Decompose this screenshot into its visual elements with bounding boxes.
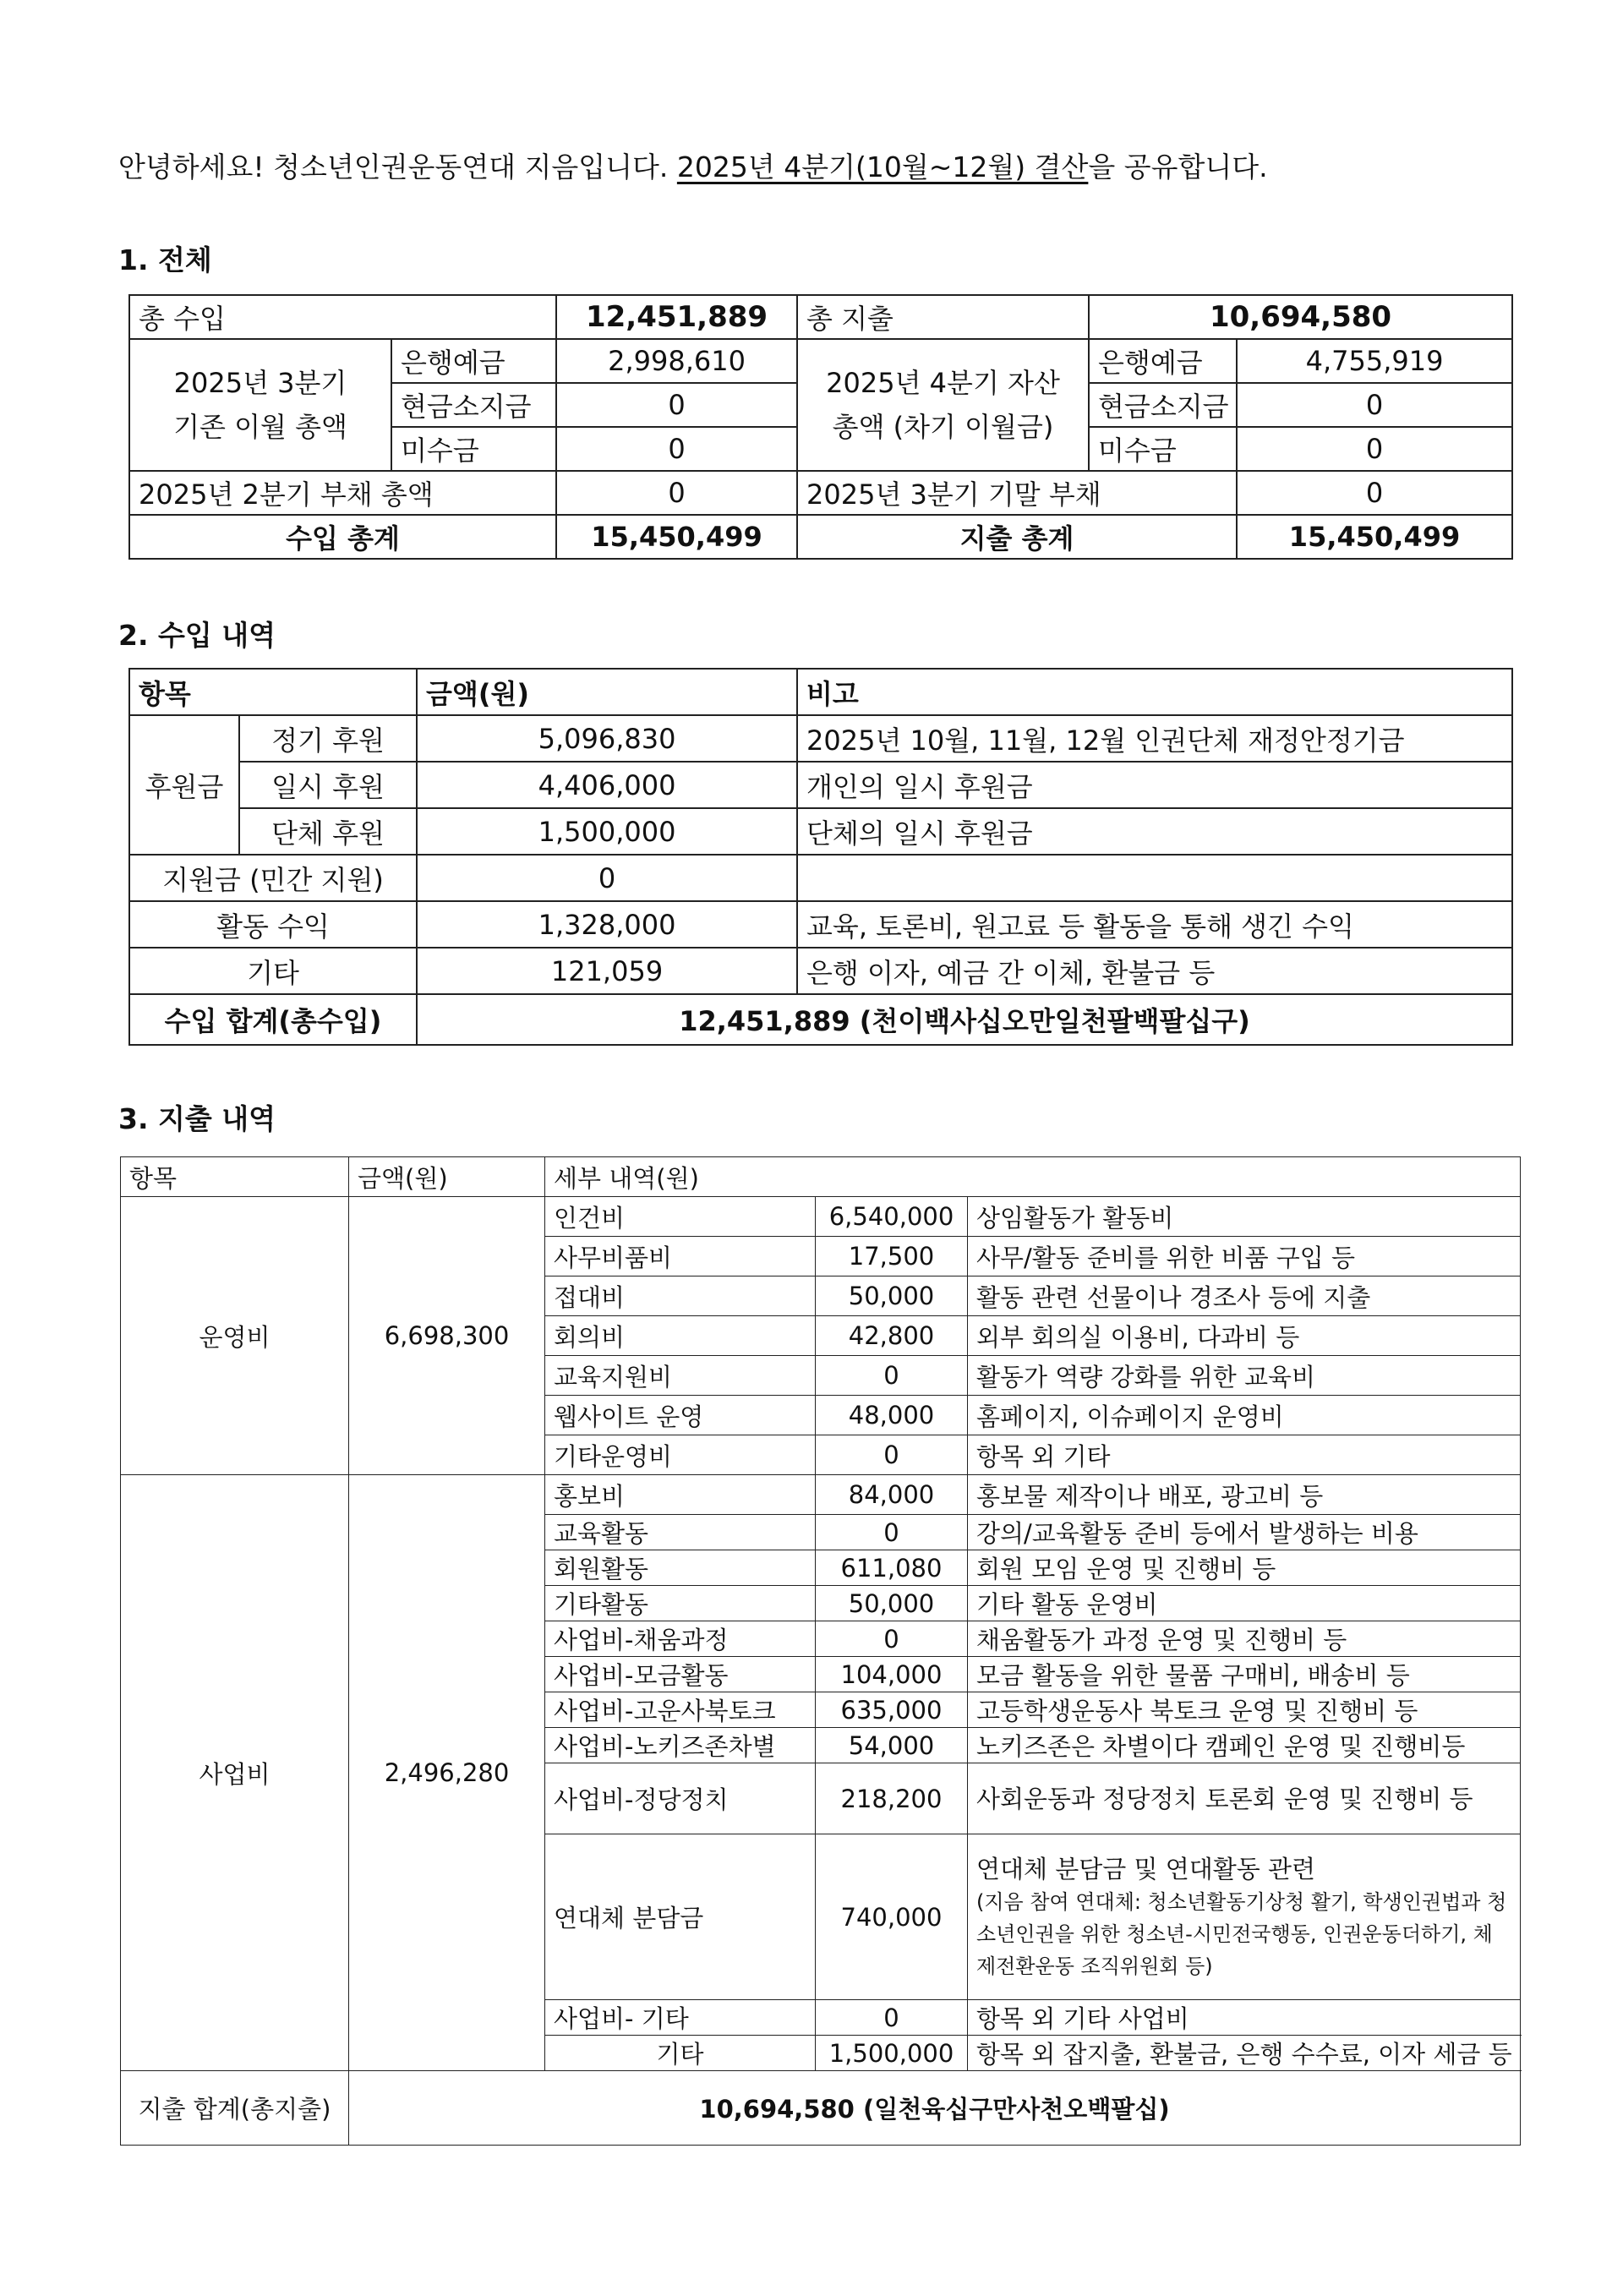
carryover-label-line2: 기존 이월 총액 [173,411,347,443]
expense-amount: 611,080 [816,1550,968,1586]
expense-header-item: 항목 [121,1157,349,1197]
expense-sum-label: 지출 총계 [797,515,1237,559]
donation-group-label: 후원금 [129,715,239,855]
section2-heading: 2. 수입 내역 [118,619,276,652]
income-amount: 121,059 [417,948,797,994]
assets-label [797,339,1089,471]
expense-item: 교육지원비 [545,1356,816,1396]
expense-item: 인건비 [545,1197,816,1237]
table-row [129,808,1512,855]
expense-item: 기타운영비 [545,1435,816,1475]
solidarity-note-main: 연대체 분담금 및 연대활동 관련 [976,1854,1316,1883]
expense-note: 사무/활동 준비를 위한 비품 구입 등 [968,1237,1521,1276]
income-item: 지원금 (민간 지원) [129,855,417,901]
donation-amount: 1,500,000 [417,808,797,855]
expense-note: 채움활동가 과정 운영 및 진행비 등 [968,1621,1521,1657]
table-row [129,339,1512,383]
solidarity-note-detail: (지음 참여 연대체: 청소년활동기상청 활기, 학생인권법과 청소년인권을 위한 청소년-시민전국행동, 인권운동더하기, 체제전환운동 조직위원회 등) [976,1889,1507,1978]
operating-amount: 6,698,300 [349,1197,545,1475]
expense-item: 회의비 [545,1316,816,1356]
intro-suffix: 을 공유합니다. [1088,150,1268,183]
expense-item: 사업비- 기타 [545,2000,816,2036]
table-row [121,1197,1521,1237]
income-header-note: 비고 [797,669,1512,715]
expense-note: 고등학생운동사 북토크 운영 및 진행비 등 [968,1692,1521,1728]
table-row [121,1475,1521,1515]
debt-prev-label: 2025년 2분기 부채 총액 [129,471,556,515]
expense-note: 홈페이지, 이슈페이지 운영비 [968,1396,1521,1435]
table-row [129,762,1512,808]
project-label: 사업비 [121,1475,349,2071]
expense-amount: 84,000 [816,1475,968,1515]
expense-amount: 48,000 [816,1396,968,1435]
operating-label: 운영비 [121,1197,349,1475]
carryover-bank-value: 2,998,610 [556,339,797,383]
table-row [129,901,1512,948]
solidarity-note [968,1834,1521,2000]
expense-note: 강의/교육활동 준비 등에서 발생하는 비용 [968,1515,1521,1550]
other-amount: 1,500,000 [816,2036,968,2071]
assets-cash-value: 0 [1237,383,1512,427]
donation-note: 2025년 10월, 11월, 12월 인권단체 재정안정기금 [797,715,1512,762]
income-header-amount: 금액(원) [417,669,797,715]
table-row [129,715,1512,762]
table-row [129,994,1512,1045]
total-income-label: 총 수입 [129,295,556,339]
income-sum-value: 15,450,499 [556,515,797,559]
expense-item: 사무비품비 [545,1237,816,1276]
expense-item: 사업비-채움과정 [545,1621,816,1657]
section1-heading: 1. 전체 [118,243,212,276]
expense-note: 외부 회의실 이용비, 다과비 등 [968,1316,1521,1356]
table-row [129,855,1512,901]
income-amount: 1,328,000 [417,901,797,948]
debt-prev-value: 0 [556,471,797,515]
expense-amount: 635,000 [816,1692,968,1728]
expense-amount: 54,000 [816,1728,968,1763]
donation-item: 단체 후원 [239,808,417,855]
table-row [129,948,1512,994]
table-row [129,295,1512,339]
carryover-label-line1: 2025년 3분기 [173,367,347,399]
total-income-value: 12,451,889 [556,295,797,339]
expense-item: 기타활동 [545,1586,816,1621]
expense-table [120,1156,1521,2146]
expense-amount: 0 [816,1515,968,1550]
expense-item: 홍보비 [545,1475,816,1515]
donation-item: 정기 후원 [239,715,417,762]
expense-note: 활동가 역량 강화를 위한 교육비 [968,1356,1521,1396]
assets-receivable-label: 미수금 [1089,427,1237,471]
expense-amount: 218,200 [816,1763,968,1834]
expense-note: 활동 관련 선물이나 경조사 등에 지출 [968,1276,1521,1316]
expense-item: 교육활동 [545,1515,816,1550]
donation-amount: 4,406,000 [417,762,797,808]
expense-note: 사회운동과 정당정치 토론회 운영 및 진행비 등 [968,1763,1521,1834]
carryover-receivable-value: 0 [556,427,797,471]
solidarity-amount: 740,000 [816,1834,968,2000]
expense-amount: 6,540,000 [816,1197,968,1237]
solidarity-item: 연대체 분담금 [545,1834,816,2000]
expense-amount: 17,500 [816,1237,968,1276]
expense-amount: 50,000 [816,1276,968,1316]
expense-total-label: 지출 합계(총지출) [121,2071,349,2146]
expense-total-value: 10,694,580 (일천육십구만사천오백팔십) [349,2071,1521,2146]
income-total-label: 수입 합계(총수입) [129,994,417,1045]
income-note: 교육, 토론비, 원고료 등 활동을 통해 생긴 수익 [797,901,1512,948]
expense-note: 노키즈존은 차별이다 캠페인 운영 및 진행비등 [968,1728,1521,1763]
debt-end-value: 0 [1237,471,1512,515]
expense-header-amount: 금액(원) [349,1157,545,1197]
expense-item: 사업비-고운사북토크 [545,1692,816,1728]
section3-heading: 3. 지출 내역 [118,1102,276,1135]
other-label: 기타 [545,2036,816,2071]
assets-label-line2: 총액 (차기 이월금) [832,411,1054,443]
income-note: 은행 이자, 예금 간 이체, 환불금 등 [797,948,1512,994]
donation-note: 단체의 일시 후원금 [797,808,1512,855]
intro-text [118,145,1268,185]
carryover-bank-label: 은행예금 [391,339,556,383]
expense-amount: 0 [816,2000,968,2036]
table-row [129,471,1512,515]
expense-amount: 0 [816,1621,968,1657]
table-row [129,515,1512,559]
expense-amount: 50,000 [816,1586,968,1621]
assets-cash-label: 현금소지금 [1089,383,1237,427]
intro-period: 2025년 4분기(10월~12월) 결산 [676,150,1089,183]
carryover-cash-value: 0 [556,383,797,427]
income-total-value: 12,451,889 (천이백사십오만일천팔백팔십구) [417,994,1512,1045]
expense-item: 사업비-모금활동 [545,1657,816,1692]
table-header-row [129,669,1512,715]
expense-header-detail: 세부 내역(원) [545,1157,1521,1197]
assets-bank-label: 은행예금 [1089,339,1237,383]
income-note [797,855,1512,901]
assets-receivable-value: 0 [1237,427,1512,471]
expense-item: 웹사이트 운영 [545,1396,816,1435]
donation-amount: 5,096,830 [417,715,797,762]
total-expense-label: 총 지출 [797,295,1089,339]
expense-item: 회원활동 [545,1550,816,1586]
income-item: 기타 [129,948,417,994]
income-header-item: 항목 [129,669,417,715]
carryover-cash-label: 현금소지금 [391,383,556,427]
expense-item: 접대비 [545,1276,816,1316]
expense-amount: 104,000 [816,1657,968,1692]
expense-note: 항목 외 기타 [968,1435,1521,1475]
expense-amount: 0 [816,1356,968,1396]
intro-prefix: 안녕하세요! 청소년인권운동연대 지음입니다. [118,150,677,183]
expense-sum-value: 15,450,499 [1237,515,1512,559]
income-table [128,668,1513,1046]
expense-note: 모금 활동을 위한 물품 구매비, 배송비 등 [968,1657,1521,1692]
other-note: 항목 외 잡지출, 환불금, 은행 수수료, 이자 세금 등 [968,2036,1521,2071]
expense-amount: 0 [816,1435,968,1475]
expense-note: 기타 활동 운영비 [968,1586,1521,1621]
assets-label-line1: 2025년 4분기 자산 [826,367,1060,399]
expense-note: 홍보물 제작이나 배포, 광고비 등 [968,1475,1521,1515]
table-row [121,2071,1521,2146]
total-expense-value: 10,694,580 [1089,295,1512,339]
table-header-row [121,1157,1521,1197]
expense-item: 사업비-노키즈존차별 [545,1728,816,1763]
income-sum-label: 수입 총계 [129,515,556,559]
summary-table [128,294,1513,560]
expense-item: 사업비-정당정치 [545,1763,816,1834]
expense-amount: 42,800 [816,1316,968,1356]
donation-note: 개인의 일시 후원금 [797,762,1512,808]
income-item: 활동 수익 [129,901,417,948]
carryover-label [129,339,391,471]
expense-note: 상임활동가 활동비 [968,1197,1521,1237]
debt-end-label: 2025년 3분기 기말 부채 [797,471,1237,515]
expense-note: 회원 모임 운영 및 진행비 등 [968,1550,1521,1586]
project-amount: 2,496,280 [349,1475,545,2071]
expense-note: 항목 외 기타 사업비 [968,2000,1521,2036]
income-amount: 0 [417,855,797,901]
assets-bank-value: 4,755,919 [1237,339,1512,383]
donation-item: 일시 후원 [239,762,417,808]
carryover-receivable-label: 미수금 [391,427,556,471]
